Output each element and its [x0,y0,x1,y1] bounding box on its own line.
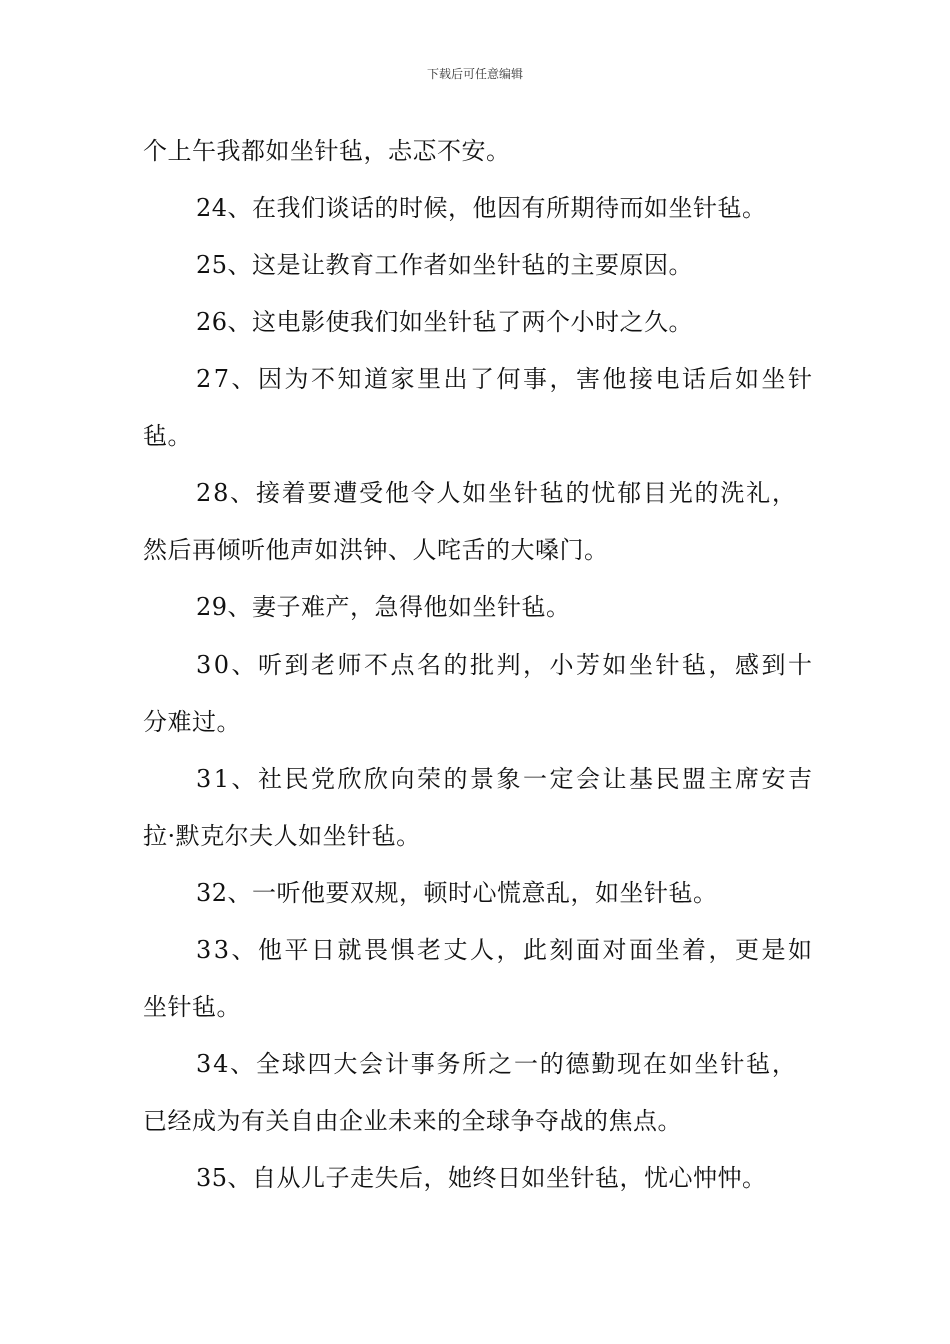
text-line: 个上午我都如坐针毡，忐忑不安。 [143,137,511,165]
text-line: 拉·默克尔夫人如坐针毡。 [143,822,421,850]
text-line: 已经成为有关自由企业未来的全球争夺战的焦点。 [143,1107,682,1135]
text-line: 33、他平日就畏惧老丈人，此刻面对面坐着，更是如 [196,936,815,964]
text-line: 毡。 [143,422,192,450]
text-line: 24、在我们谈话的时候，他因有所期待而如坐针毡。 [196,194,767,222]
text-line: 26、这电影使我们如坐针毡了两个小时之久。 [196,308,694,336]
text-line: 分难过。 [143,708,241,736]
text-line: 28、接着要遭受他令人如坐针毡的忧郁目光的洗礼， [196,479,798,507]
text-line: 然后再倾听他声如洪钟、人咤舌的大嗓门。 [143,536,609,564]
text-line: 27、因为不知道家里出了何事，害他接电话后如坐针 [196,365,815,393]
text-line: 坐针毡。 [143,993,241,1021]
text-line: 35、自从儿子走失后，她终日如坐针毡，忧心忡忡。 [196,1164,767,1192]
page-header: 下载后可任意编辑 [426,67,523,81]
text-line: 31、社民党欣欣向荣的景象一定会让基民盟主席安吉 [196,765,815,793]
text-line: 34、全球四大会计事务所之一的德勤现在如坐针毡， [196,1050,798,1078]
text-line: 32、一听他要双规，顿时心慌意乱，如坐针毡。 [196,879,718,907]
text-line: 25、这是让教育工作者如坐针毡的主要原因。 [196,251,694,279]
text-line: 30、听到老师不点名的批判，小芳如坐针毡，感到十 [196,651,815,679]
text-line: 29、妻子难产，急得他如坐针毡。 [196,593,571,621]
